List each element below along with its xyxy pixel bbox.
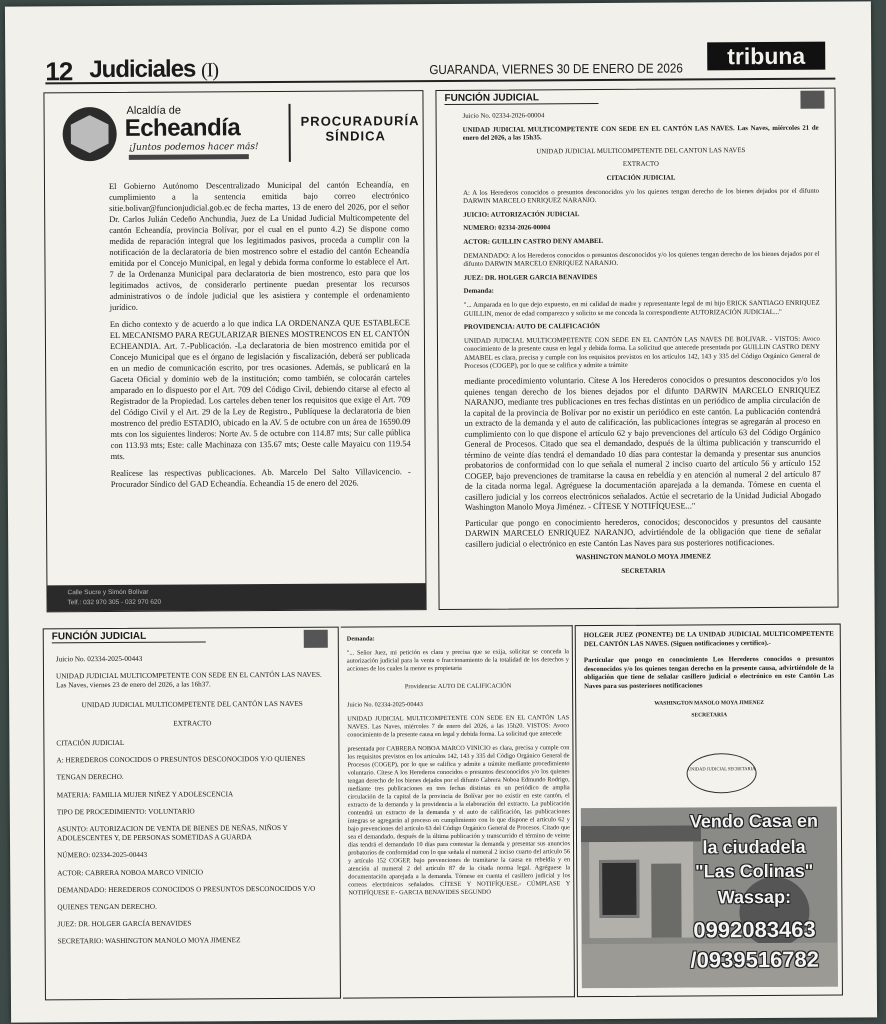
paragraph: Realícese las respectivas publicaciones. Ab. Marcelo Del Salto Villavicencio. - Procurador Síndico del GAD Echeandía. Echeandía 15 de enero del 2026. <box>110 467 411 490</box>
ad-phone: /0939516782 <box>690 946 820 973</box>
field: HOLGER JUEZ (PONENTE) DE LA UNIDAD JUDICIAL MULTICOMPETENTE DEL CANTÓN LAS NAVES. (Siguen notificaciones y certifico).- <box>583 630 834 648</box>
field: DEMANDADO: A los Herederos conocidos o presuntos desconocidos y/o los quienes tengan derecho de los bienes dejados por el difunto DARWIN MARCELO ENRIQUEZ NARANJO. <box>463 250 820 268</box>
dateline: GUARANDA, VIERNES 30 DE ENERO DE 2026 <box>429 60 683 78</box>
juicio: Juicio No. 02334-2026-00004 <box>462 112 545 120</box>
notice-body <box>56 654 330 955</box>
heading: EXTRACTO <box>622 161 659 169</box>
notice-body <box>109 179 411 496</box>
ad-line: Wassap: <box>717 886 792 908</box>
heading: EXTRACTO <box>173 719 212 728</box>
heading: CITACIÓN JUDICIAL <box>56 738 125 748</box>
notice-title: FUNCIÓN JUDICIAL <box>52 630 207 643</box>
heading: UNIDAD JUDICIAL MULTICOMPETENTE DEL CANTON LAS NAVES <box>536 146 746 156</box>
paragraph: En dicho contexto y de acuerdo a lo que indica LA ORDENANZA QUE ESTABLECE EL MECANISMO PARA REGULARIZAR BIENES MOSTRENCOS EN EL CANTÓN ECHEANDIA. Art. 7.-Publicación. -La declaratoria de bien mostrenco emitida por el Concejo Municipal que es el órgano de legislación y fiscalización, deberá ser publicada en un medio de comunicación escrito, por tres ocasiones. Además, se publicará en la Gaceta Oficial y dominio web de la institución; como también, se colocarán carteles amparado en lo dispuesto por el Art. 709 del Código Civil, debiendo citarse al efecto al Registrador de la Propiedad. Los carteles deben tener los requisitos que exige el Art. 709 del Código Civil y el Art. 29 de la Ley de Registro., Publíquese la declaratoria de bien mostrenco del predio ESTADIO, ubicado en la AV. 5 de octubre con un área de 16590.09 mts con los siguientes linderos: Norte Av. 5 de octubre con 114.87 mts; Sur calle pública con 113.93 mts; Este: calle Machinaza con 135.67 mts; Oeste calle Mayaicu con 119.54 mts. <box>109 318 411 462</box>
judicial-notice-2-continued <box>341 625 575 998</box>
brand-slogan: ¡Juntos podemos hacer más! <box>128 142 259 153</box>
field: PROVIDENCIA: AUTO DE CALIFICACIÓN <box>463 323 600 331</box>
field: NUMERO: 02334-2026-00004 <box>463 224 551 233</box>
field: ACTOR: CABRERA NOBOA MARCO VINICIO <box>57 868 204 877</box>
field: Juicio No. 02334-2025-00443 <box>347 701 423 709</box>
judicial-notice-2-end <box>575 624 843 998</box>
field: Particular que pongo en conocimiento herederos, conocidos; desconocidos y presuntos del causante DARWIN MARCELO ENRIQUEZ NARANJO, advirtiéndole de la obligación que tiene de señalar casillero judicial o electrónico en este Cantón Las Naves para sus posteriores notificaciones. <box>465 516 822 549</box>
field: SECRETARIO: WASHINGTON MANOLO MOYA JIMENEZ <box>57 936 241 946</box>
notice-footer <box>47 583 425 611</box>
signature-role: SECRETARIA <box>691 712 728 719</box>
municipal-notice <box>43 90 426 612</box>
field: ACTOR: GUILLIN CASTRO DENY AMABEL <box>463 237 604 246</box>
page-number: 12 <box>45 56 73 87</box>
house-sale-ad <box>581 807 838 989</box>
field: TENGAN DERECHO. <box>56 773 124 782</box>
divider <box>289 104 291 162</box>
qr-stamp-icon <box>304 630 328 648</box>
juicio: Juicio No. 02334-2025-00443 <box>55 654 143 664</box>
field: NÚMERO: 02334-2025-00443 <box>57 851 148 860</box>
court-seal-icon: UNIDAD JUDICIAL SECRETARIA <box>686 753 756 793</box>
procuraduria-title: PROCURADURÍA SÍNDICA <box>300 113 420 144</box>
ad-line: "Las Colinas" <box>695 860 814 882</box>
brand-bar <box>129 154 249 160</box>
field: A: HEREDEROS CONOCIDOS O PRESUNTOS DESCONOCIDOS Y/O QUIENES <box>56 755 306 765</box>
field: JUEZ: DR. HOLGER GARCIA BENAVIDES <box>463 273 598 282</box>
paragraph: El Gobierno Autónomo Descentralizado Municipal del cantón Echeandía, en cumplimiento a la sentencia emitida bajo correo electrónico sitie.bolivar@funcionjudicial.gob.ec de fecha martes, 13 de enero del 2026, por el señor Dr. Carlos Julián Cedeño Anchundia, Juez de La Unidad Judicial Multicompetente del cantón Echeandía, provincia Bolívar, por el cual en el punto 4.2) Se dispone como medida de reparación integral que los legitimados pasivos, proceda a cumplir con la notificación de la declaratoria de bien mostrenco sobre el estadio del cantón Echeandía emitida por el Concejo Municipal, en legal y debida forma conforme lo establece el Art. 7 de la Ordenanza Municipal para declaratoria de bien mostrenco, esto para que los legitimados activos, de considerarlo pertinente puedan presentar los recursos administrativos o de índole judicial que les asistiera y contemple el ordenamiento jurídico. <box>108 180 410 313</box>
field: A: A los Herederos conocidos o presuntos desconocidos y/o los quienes tengan derecho de los bienes dejados por el difunto DARWIN MARCELO ENRIQUEZ NARANJO. <box>463 187 820 206</box>
field: presentada por CABRERA NOBOA MARCO VINICIO es clara, precisa y cumple con los requisitos previstos en los artículos 142, 143 y 335 del Código Orgánico General de Procesos (COGEP), por lo que se califica y admite a trámite mediante procedimiento voluntario. Cítese A los Herederos conocidos o presuntos desconocidos y/o los quienes tengan derecho de los bienes dejados por el difunto Cabrera Noboa Edmundo Rodrigo, mediante tres publicaciones en tres fechas distintas en un periódico de amplia circulación de la capital de la provincia de Bolívar por no existir en este cantón, el extracto de la demanda y la providencia a la elaboración del extracto. La publicación contendrá un extracto de la demanda y el auto de calificación, las publicaciones íntegras se agregarán al proceso en cumplimiento con lo que dispone el artículo 62 y bajo prevenciones del artículo 63 del Código Orgánico General de Procesos. Citado que sea el demandado, después de la última publicación y transcurrido el término de veinte días tendrá el demandado 10 días para contestar la demanda y presentar sus anuncios probatorios de conformidad con lo que señala el numeral 2 inciso cuarto del artículo 56 y artículo 152 COGEP, bajo prevenciones de tramitarse la causa en rebeldía y en atención al numeral 2 del artículo 87 de la citada norma legal. Agréguese la documentación aparejada a la demanda. Tómese en cuenta el casillero judicial y los correos electrónicos señalados. CÍTESE Y NOTIFÍQUESE.- CÚMPLASE Y NOTIFÍQUESE F.- GARCIA BENAVIDES SEGUNDO <box>347 744 571 897</box>
signature-role: SECRETARIA <box>621 567 666 575</box>
notice-body <box>347 634 571 903</box>
field: UNIDAD JUDICIAL MULTICOMPETENTE CON SEDE EN EL CANTÓN LAS NAVES DE BOLIVAR. - VISTOS: Avoco conocimiento de la presente causa en legal y debida forma. La solicitud que antecede presentada por GUILLIN CASTRO DENY AMABEL es clara, precisa y cumple con los requisitos previstos en los artículos 142, 143 y 335 del Código Orgánico General de Procesos (COGEP), por lo que se califica y admite a trámite <box>463 335 821 371</box>
notice-body <box>584 631 835 721</box>
brand-big: Echeandía <box>124 114 241 142</box>
heading: UNIDAD JUDICIAL MULTICOMPETENTE DEL CANTÓN LAS NAVES <box>81 699 303 709</box>
ad-line: Vendo Casa en <box>689 810 818 832</box>
brand-small: Alcaldía de <box>126 104 182 117</box>
footer-address: Calle Sucre y Simón Bolívar <box>67 588 149 597</box>
judicial-notice-1 <box>435 88 838 610</box>
field: JUICIO: AUTORIZACIÓN JUDICIAL <box>463 210 580 219</box>
brand-logo: tribuna <box>707 42 825 71</box>
notice-title: FUNCIÓN JUDICIAL <box>444 92 599 105</box>
unidad: UNIDAD JUDICIAL MULTICOMPETENTE CON SEDE EN EL CANTÓN LAS NAVES. Las Naves, viernes 23 de enero del 2026, a las 16h37. <box>55 670 322 690</box>
heading: CITACIÓN JUDICIAL <box>606 174 676 182</box>
municipality-logo-icon <box>63 107 117 161</box>
field: "... Amparada en lo que dejo expuesto, en mi calidad de madre y representante legal de mi hijo ERICK SANTIAGO ENRIQUEZ GUILLIN, menor de edad comparezco y solicito se me conceda la correspondiente AUTORIZACIÓN JUDICIAL..." <box>463 299 820 318</box>
unidad: UNIDAD JUDICIAL MULTICOMPETENTE CON SEDE EN EL CANTÓN LAS NAVES. Las Naves, miércoles 21 de enero del 2026, a las 15h35. <box>462 124 819 143</box>
qr-stamp-icon <box>800 91 824 109</box>
signature: WASHINGTON MANOLO MOYA JIMENEZ <box>575 553 711 562</box>
judicial-notice-2 <box>43 627 341 1001</box>
field: DEMANDADO: HEREDEROS CONOCIDOS O PRESUNTOS DESCONOCIDOS Y/O <box>57 884 316 895</box>
field: "... Señor Juez, mi petición es clara y precisa que se exija, solicitar se conceda la autorización judicial para la venta o fraccionamiento de la totalidad de los derechos y acciones de los cuales la menor es propietaria <box>346 648 569 673</box>
section-title: Judiciales (I) <box>89 55 219 84</box>
field: Demanda: <box>346 635 375 643</box>
field: ASUNTO: AUTORIZACION DE VENTA DE BIENES DE NEÑAS, NIÑOS Y ADOLESCENTES Y, DE PERSONAS SOMETIDAS A GUARDA <box>56 823 288 843</box>
heading: Providencia: AUTO DE CALIFICACIÓN <box>404 682 512 691</box>
field: MATERIA: FAMILIA MUJER NIÑEZ Y ADOLESCENCIA <box>56 789 234 799</box>
signature: WASHINGTON MANOLO MOYA JIMENEZ <box>654 699 764 707</box>
field: UNIDAD JUDICIAL MULTICOMPETENTE CON SEDE EN EL CANTÓN LAS NAVES. Las Naves, miércoles 7 de enero del 2026, a las 15h20. VISTOS: Avoco conocimiento de la presente causa en legal y debida forma. La solicitud que antecede <box>347 714 570 739</box>
field: mediante procedimiento voluntario. Cítese A los Herederos conocidos o presuntos desconocidos y/o los quienes tengan derecho de los bienes dejados por el difunto DARWIN MARCELO ENRIQUEZ NARANJO, mediante tres publicaciones en tres fechas distintas en un periódico de amplia circulación de la capital de la provincia de Bolívar por no existir un periódico en este cantón. La publicación contendrá un extracto de la demanda y el auto de calificación, las publicaciones íntegras se agregarán al proceso en cumplimiento con lo que dispone el artículo 62 y bajo prevenciones del artículo 63 del Código Orgánico General de Procesos. Citado que sea el demandado, después de la última publicación y transcurrido el término de veinte días tendrá el demandado 10 días para contestar la demanda y presentar sus anuncios probatorios de conformidad con lo que señala el numeral 2 inciso cuarto del artículo 56 y artículo 152 COGEP, bajo prevenciones de tramitarse la causa en rebeldía y en atención al numeral 2 del artículo 87 de la citada norma legal. Agréguese la documentación aparejada a la demanda. Tómese en cuenta el casillero judicial y los correos electrónicos señalados. Actúe el secretario de la Unidad Judicial Abogado Washington Manolo Moya Jiménez. - CÍTESE Y NOTIFÍQUESE..." <box>464 374 821 512</box>
field: QUIENES TENGAN DERECHO. <box>57 902 157 912</box>
field: Particular que pongo en conocimiento Los Herederos conocidos o presuntos desconocidos y/o los quienes tengan derecho en la presente causa, advirtiéndole de la obligación que tiene de señalar casillero judicial o electrónico en este Cantón Las Naves para sus posteriores notificaciones <box>583 655 835 691</box>
field: Demanda: <box>463 287 494 296</box>
ad-line: la ciudadela <box>702 836 806 858</box>
ad-phone: 0992083463 <box>693 916 816 943</box>
footer-phone: Telf.: 032 970 305 - 032 970 620 <box>67 598 162 607</box>
house-window <box>599 860 639 918</box>
field: JUEZ: DR. HOLGER GARCÍA BENAVIDES <box>57 919 192 929</box>
newspaper-page <box>5 1 877 1022</box>
house-door <box>651 864 681 938</box>
field: TIPO DE PROCEDIMIENTO: VOLUNTARIO <box>56 807 195 817</box>
notice-body <box>463 111 822 582</box>
